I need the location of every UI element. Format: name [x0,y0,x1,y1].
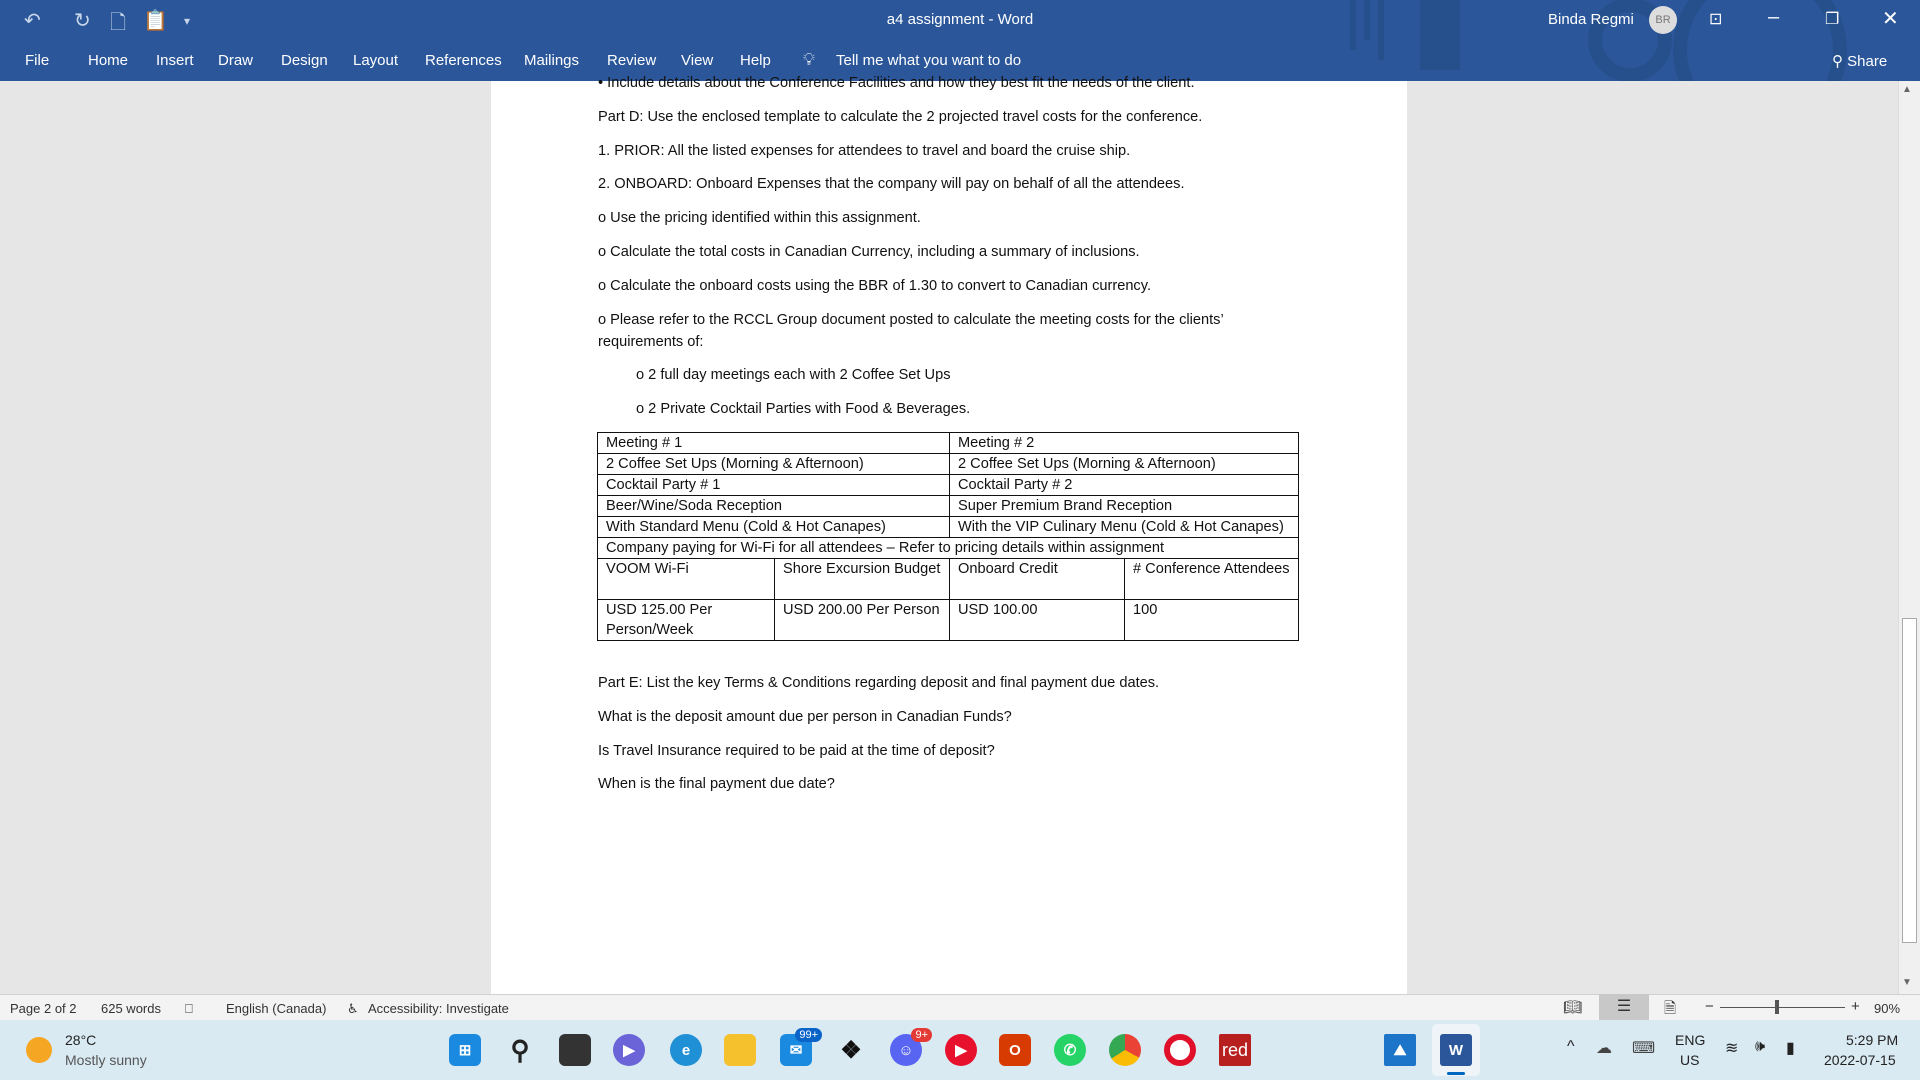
chrome-icon[interactable] [1109,1034,1141,1066]
tab-view[interactable]: View [681,52,714,69]
restore-button[interactable]: ❐ [1825,11,1840,28]
new-document-icon[interactable]: 🗋 [110,12,127,34]
dropbox-icon[interactable]: ❖ [840,1036,862,1064]
doc-line: o Please refer to the RCCL Group document posted to calculate the meeting costs for the clients’ [598,312,1224,328]
scroll-up-icon[interactable]: ▲ [1902,84,1912,95]
user-name[interactable]: Binda Regmi [1548,11,1634,28]
minimize-button[interactable]: – [1768,6,1780,28]
wifi-icon[interactable]: ≋ [1725,1040,1739,1057]
doc-line: Part E: List the key Terms & Conditions regarding deposit and final payment due dates. [598,675,1160,691]
print-layout-icon[interactable]: ☰ [1599,994,1649,1020]
zoom-slider[interactable] [1720,1007,1845,1008]
vertical-scrollbar[interactable] [1898,81,1920,994]
scroll-down-icon[interactable]: ▼ [1902,977,1912,988]
table-row: 2 Coffee Set Ups (Morning & Afternoon) 2 Coffee Set Ups (Morning & Afternoon) [598,454,1299,475]
doc-line: o Calculate the onboard costs using the BBR of 1.30 to convert to Canadian currency. [598,278,1151,294]
tab-layout[interactable]: Layout [353,52,399,69]
document-title: a4 assignment - Word [886,11,1034,28]
person-add-icon: ⚲ [1832,53,1848,70]
mail-icon[interactable]: ✉ 99+ [780,1034,812,1066]
keyboard-icon[interactable]: ⌨ [1632,1040,1656,1057]
document-page[interactable] [491,75,1407,994]
task-view-icon[interactable] [559,1034,591,1066]
zoom-level[interactable]: 90% [1874,1001,1901,1016]
ribbon-display-options-icon[interactable]: ⊡ [1709,11,1723,28]
edge-icon[interactable]: e [670,1034,702,1066]
table-row: Cocktail Party # 1 Cocktail Party # 2 [598,475,1299,496]
tab-review[interactable]: Review [607,52,657,69]
meeting-costs-table [597,432,1299,641]
doc-line: Is Travel Insurance required to be paid at the time of deposit? [598,743,995,759]
doc-line: 1. PRIOR: All the listed expenses for attendees to travel and board the cruise ship. [598,143,1131,159]
tab-help[interactable]: Help [740,52,771,69]
start-icon[interactable]: ⊞ [449,1034,481,1066]
battery-icon[interactable]: ▮ [1786,1040,1795,1057]
tab-design[interactable]: Design [281,52,328,69]
active-indicator [1447,1072,1465,1075]
paste-icon[interactable]: 📋 [143,10,168,32]
web-layout-icon[interactable]: 🗎 [1664,1000,1677,1017]
table-row: Company paying for Wi-Fi for all attendees – Refer to pricing details within assignment [598,538,1299,559]
tab-insert[interactable]: Insert [156,52,194,69]
volume-icon[interactable]: 🕪︎ [1755,1038,1766,1055]
opera-icon[interactable] [1164,1034,1196,1066]
accessibility-status[interactable]: Accessibility: Investigate [368,1001,509,1016]
taskbar [0,1020,1920,1080]
tab-references[interactable]: References [425,52,502,69]
doc-line: Part D: Use the enclosed template to calculate the 2 projected travel costs for the conference. [598,109,1203,125]
share-button[interactable]: ⚲ Share [1832,53,1888,70]
photos-icon[interactable]: ⛰ [1384,1034,1416,1066]
word-icon[interactable]: W [1440,1034,1472,1066]
onedrive-icon[interactable]: ☁ [1596,1040,1612,1057]
avatar[interactable]: BR [1649,6,1677,34]
table-row: USD 125.00 Per Person/Week USD 200.00 Per Person USD 100.00 100 [598,600,1299,641]
accessibility-icon[interactable]: ♿︎ [347,1001,359,1016]
input-region[interactable]: US [1680,1052,1700,1068]
table-row: Meeting # 1 Meeting # 2 [598,433,1299,454]
proofing-icon[interactable]: ⎕ [185,1001,193,1016]
doc-line: o Calculate the total costs in Canadian Currency, including a summary of inclusions. [598,244,1140,260]
doc-line: • Include details about the Conference Facilities and how they best fit the needs of the client. [598,75,1195,91]
discord-icon[interactable]: ☺ 9+ [890,1034,922,1066]
doc-line: 2. ONBOARD: Onboard Expenses that the company will pay on behalf of all the attendees. [598,176,1185,192]
red-app-icon[interactable]: red [1219,1034,1251,1066]
input-language[interactable]: ENG [1675,1032,1706,1048]
status-bar [0,994,1920,1020]
tab-draw[interactable]: Draw [218,52,254,69]
language[interactable]: English (Canada) [226,1001,327,1016]
page-count[interactable]: Page 2 of 2 [10,1001,77,1016]
weather-icon[interactable] [26,1037,52,1063]
youtube-music-icon[interactable]: ▶ [945,1034,977,1066]
word-count[interactable]: 625 words [101,1001,161,1016]
file-explorer-icon[interactable] [724,1034,756,1066]
table-row: VOOM Wi-Fi Shore Excursion Budget Onboard Credit # Conference Attendees [598,559,1299,600]
tab-file[interactable]: File [25,52,50,69]
undo-icon[interactable]: ↶ [24,10,41,32]
table-row: With Standard Menu (Cold & Hot Canapes) With the VIP Culinary Menu (Cold & Hot Canapes) [598,517,1299,538]
customize-toolbar-icon[interactable]: ▾ [184,14,191,28]
doc-line: When is the final payment due date? [598,776,835,792]
close-button[interactable]: ✕ [1882,8,1899,30]
doc-line: o Use the pricing identified within this assignment. [598,210,921,226]
doc-line: What is the deposit amount due per person in Canadian Funds? [598,709,1012,725]
show-hidden-icons[interactable]: ^ [1567,1038,1575,1055]
discord-badge: 9+ [911,1028,932,1042]
clock-time[interactable]: 5:29 PM [1846,1032,1899,1048]
redo-icon[interactable]: ↻ [74,10,91,32]
doc-line: o 2 full day meetings each with 2 Coffee Set Ups [636,367,951,383]
lightbulb-icon: 💡︎ [803,50,815,69]
title-bar [0,0,1920,81]
doc-line: o 2 Private Cocktail Parties with Food & Beverages. [636,401,971,417]
tab-home[interactable]: Home [88,52,129,69]
table-row: Beer/Wine/Soda Reception Super Premium Brand Reception [598,496,1299,517]
zoom-out-button[interactable]: − [1705,998,1714,1015]
teams-chat-icon[interactable]: ▶ [613,1034,645,1066]
tell-me-search[interactable]: Tell me what you want to do [836,52,1022,69]
doc-line: requirements of: [598,334,704,350]
temperature[interactable]: 28°C [65,1032,97,1048]
tab-mailings[interactable]: Mailings [524,52,580,69]
read-mode-icon[interactable]: 📖︎ [1563,999,1583,1016]
clock-date[interactable]: 2022-07-15 [1824,1052,1896,1068]
search-icon[interactable]: ⚲ [510,1034,530,1065]
whatsapp-icon[interactable]: ✆ [1054,1034,1086,1066]
mail-badge: 99+ [795,1028,822,1042]
weather-condition[interactable]: Mostly sunny [65,1052,147,1068]
zoom-in-button[interactable]: + [1851,998,1860,1015]
scroll-thumb[interactable] [1902,618,1917,943]
zoom-slider-thumb[interactable] [1775,1000,1779,1014]
office-icon[interactable]: O [999,1034,1031,1066]
